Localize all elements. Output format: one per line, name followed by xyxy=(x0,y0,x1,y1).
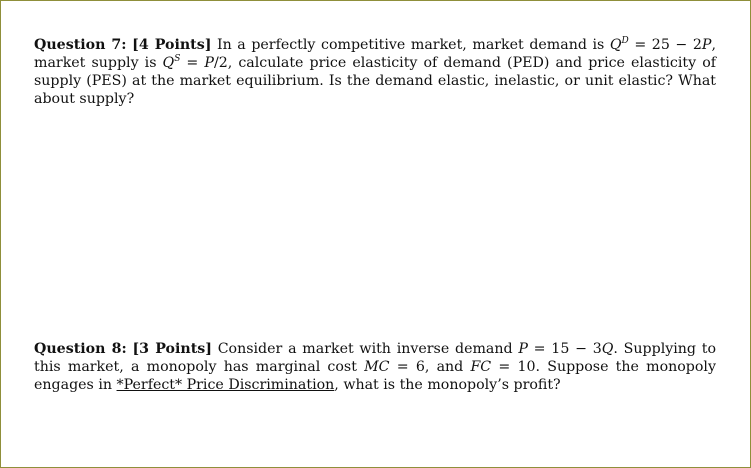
fixed-cost-value: = 10 xyxy=(491,359,536,375)
supply-price-var: P xyxy=(204,55,214,71)
question-8-points: [3 Points] xyxy=(132,341,212,357)
question-7-text-1: In a perfectly competitive market, market demand is xyxy=(211,37,610,53)
question-8-text-3: . Suppose the monopoly engages in xyxy=(34,359,716,393)
fixed-cost-var: FC xyxy=(470,359,492,375)
demand-equation-rhs: = 25 − 2 xyxy=(628,37,702,53)
question-7-label: Question 7: xyxy=(34,37,127,53)
question-7 xyxy=(34,36,716,108)
question-7-text-2: , market supply is xyxy=(34,37,716,71)
demand-quantity-var: Q xyxy=(609,37,622,53)
demand-price-var: P xyxy=(701,37,712,53)
question-7-points: [4 Points] xyxy=(132,37,212,53)
supply-quantity-var: Q xyxy=(162,55,175,71)
marginal-cost-var: MC xyxy=(364,359,390,375)
question-8-label: Question 8: xyxy=(34,341,127,357)
marginal-cost-value: = 6, and xyxy=(389,359,471,375)
supply-equals: = xyxy=(180,55,205,71)
question-7-text-3: , calculate price elasticity of demand (PED) and price elasticity of supply (PES) at the market equilibrium. Is the demand elastic, inelastic, or unit elastic? What about supply? xyxy=(34,55,716,107)
inverse-demand-price-var: P xyxy=(518,341,528,357)
perfect-price-discrimination-underlined: *Perfect* Price Discrimination xyxy=(116,377,335,393)
supply-superscript: S xyxy=(174,54,181,64)
question-8-text-2: . Supplying to this market, a monopoly has marginal cost xyxy=(34,341,717,375)
question-8-text-4: , what is the monopoly’s profit? xyxy=(334,377,561,393)
demand-superscript: D xyxy=(621,36,629,46)
question-8 xyxy=(34,340,716,394)
inverse-demand-mid: = 15 − 3 xyxy=(527,341,602,357)
supply-equation-rest: /2 xyxy=(213,55,228,71)
question-8-text-1: Consider a market with inverse demand xyxy=(211,341,519,357)
inverse-demand-quantity-var: Q xyxy=(601,341,614,357)
